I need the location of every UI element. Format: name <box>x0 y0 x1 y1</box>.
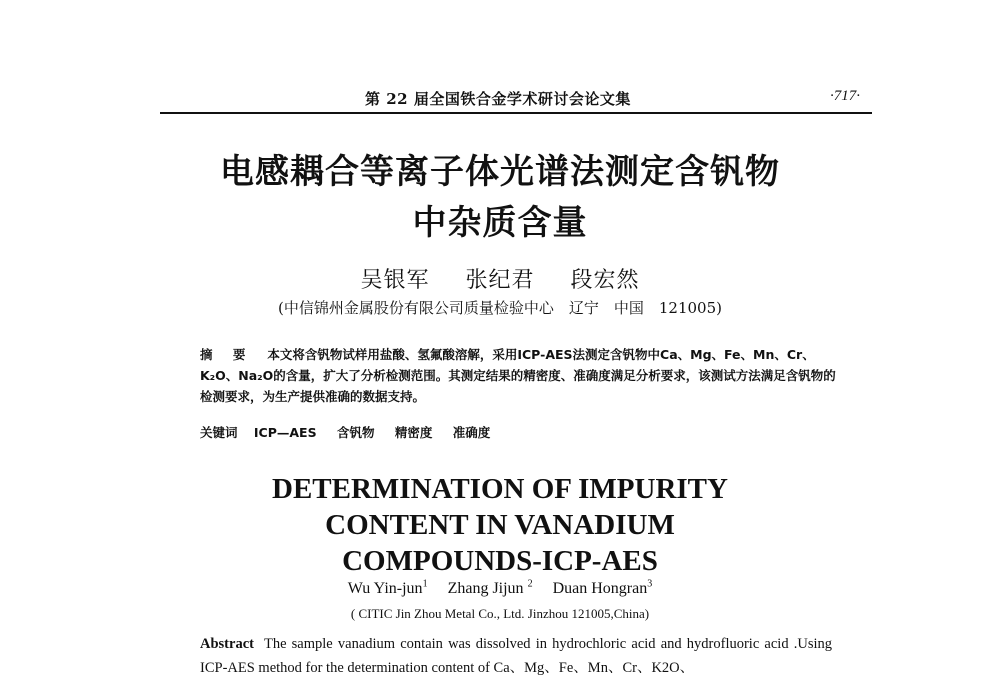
chinese-affiliation: (中信锦州金属股份有限公司质量检验中心 辽宁 中国 121005) <box>278 299 722 317</box>
keyword: 精密度 <box>394 425 433 440</box>
keyword: ICP—AES <box>253 425 317 440</box>
english-abstract-label: Abstract <box>200 636 254 652</box>
english-abstract-text: The sample vanadium contain was dissolved in hydrochloric acid and hydrofluoric acid .Using ICP-AES method for the determination content of Ca、Mg、Fe、Mn、Cr、K2O、 <box>200 636 832 676</box>
english-affiliation: ( CITIC Jin Zhou Metal Co., Ltd. Jinzhou 121005,China) <box>350 606 650 621</box>
chinese-author: 吴银军 <box>360 268 430 293</box>
english-authors <box>150 579 850 598</box>
chinese-authors <box>120 263 880 294</box>
english-title-line-1: DETERMINATION OF IMPURITY <box>272 473 728 505</box>
chinese-keywords <box>200 423 840 441</box>
english-author: Duan Hongran$^3$ <box>552 579 653 598</box>
keyword: 含钒物 <box>336 425 375 440</box>
chinese-title-line-2: 中杂质含量 <box>412 203 588 243</box>
chinese-author: 段宏然 <box>570 268 640 293</box>
chinese-abstract <box>200 344 840 407</box>
english-title-line-2: CONTENT IN VANADIUM <box>325 509 675 541</box>
english-abstract <box>200 632 832 680</box>
chinese-keywords-label: 关键词 <box>200 425 238 440</box>
page-number: ·717· <box>830 88 860 104</box>
english-author: Wu Yin-jun$^1$ <box>347 579 428 598</box>
english-author: Zhang Jijun $^2$ <box>447 579 533 598</box>
header-rule <box>160 112 872 114</box>
running-header <box>160 88 872 112</box>
chinese-author: 张纪君 <box>465 268 535 293</box>
chinese-abstract-label: 摘 要 <box>200 347 254 362</box>
chinese-abstract-text: 本文将含钒物试样用盐酸、氢氟酸溶解，采用ICP-AES法测定含钒物中Ca、Mg、Fe、Mn、Cr、K₂O、Na₂O的含量，扩大了分析检测范围。其测定结果的精密度、准确度满足分析要求，该测试方法满足含钒物的检测要求，为生产提供准确的数据支持。 <box>200 347 836 404</box>
keyword: 准确度 <box>452 425 491 440</box>
chinese-title-line-1: 电感耦合等离子体光谱法测定含钒物 <box>220 152 780 192</box>
english-title-line-3: COMPOUNDS-ICP-AES <box>342 545 658 577</box>
running-title: 第 22 届全国铁合金学术研讨会论文集 <box>365 90 631 108</box>
